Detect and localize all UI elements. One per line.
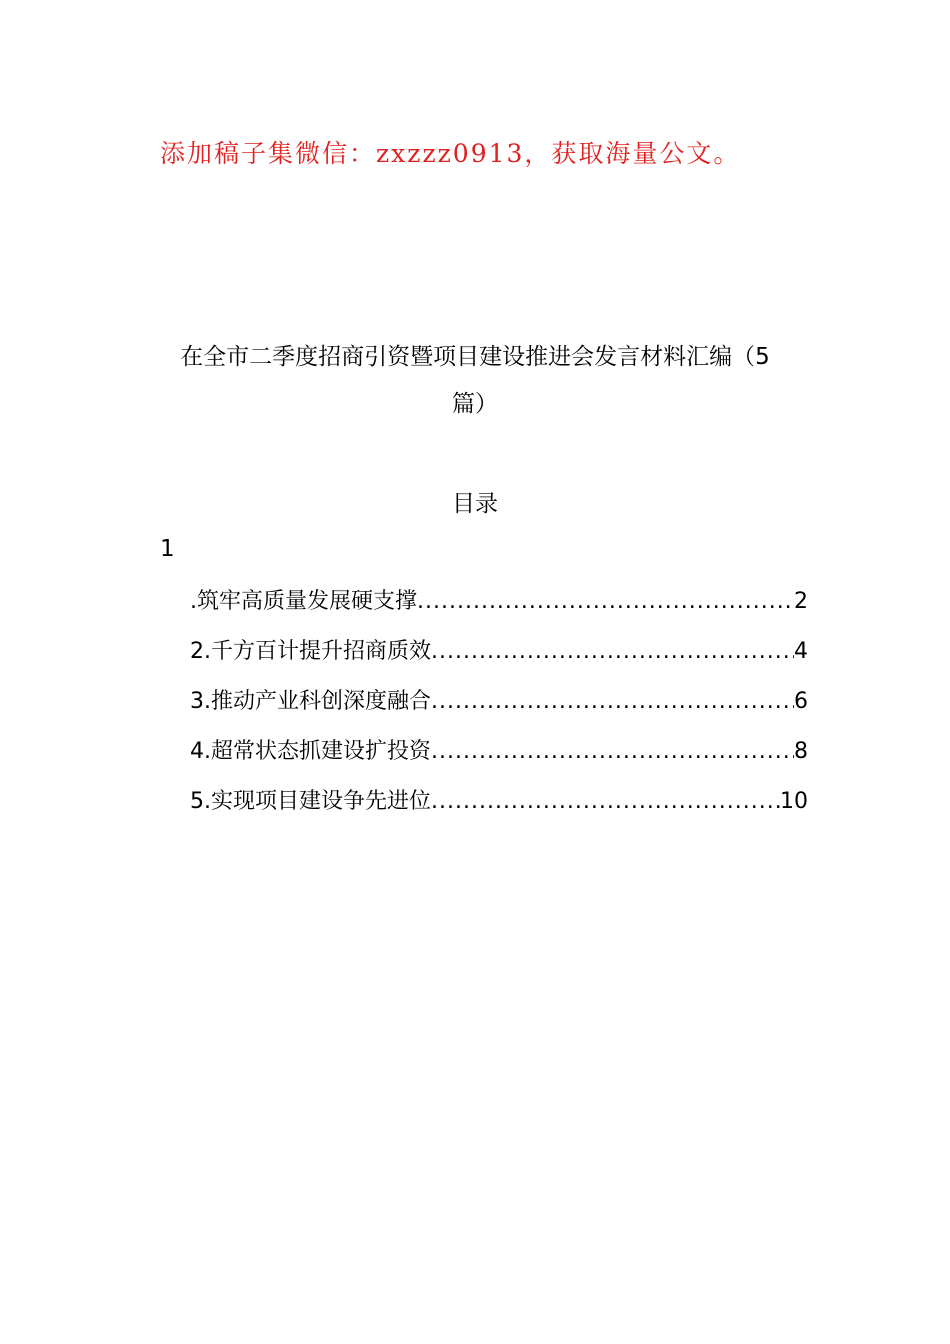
toc-entry-page: 8 [794,739,808,764]
table-of-contents [190,584,808,834]
toc-entry-label: .筑牢高质量发展硬支撑 [190,589,417,614]
toc-dot-leader [431,639,794,664]
toc-entry-label: 4.超常状态抓建设扩投资 [190,739,431,764]
toc-dot-leader [431,739,794,764]
toc-entry[interactable] [190,584,808,634]
document-title-line-1: 在全市二季度招商引资暨项目建设推进会发言材料汇编（5 [180,344,770,370]
toc-entry-label: 5.实现项目建设争先进位 [190,789,431,814]
toc-entry-label: 3.推动产业科创深度融合 [190,689,431,714]
toc-entry-page: 10 [780,789,808,814]
toc-dot-leader [431,789,780,814]
toc-dot-leader [431,689,794,714]
toc-entry-label: 2.千方百计提升招商质效 [190,639,431,664]
toc-entry[interactable] [190,634,808,684]
toc-heading: 目录 [452,491,498,517]
toc-entry[interactable] [190,734,808,784]
toc-entry-page: 2 [794,589,808,614]
promo-text: 添加稿子集微信：zxzzz0913，获取海量公文。 [160,139,741,168]
document-title-line-2: 篇） [452,391,498,417]
toc-entry[interactable] [190,784,808,834]
toc-dot-leader [417,589,794,614]
toc-entry[interactable] [190,684,808,734]
toc-entry-page: 4 [794,639,808,664]
toc-first-number: 1 [160,536,175,562]
toc-entry-page: 6 [794,689,808,714]
